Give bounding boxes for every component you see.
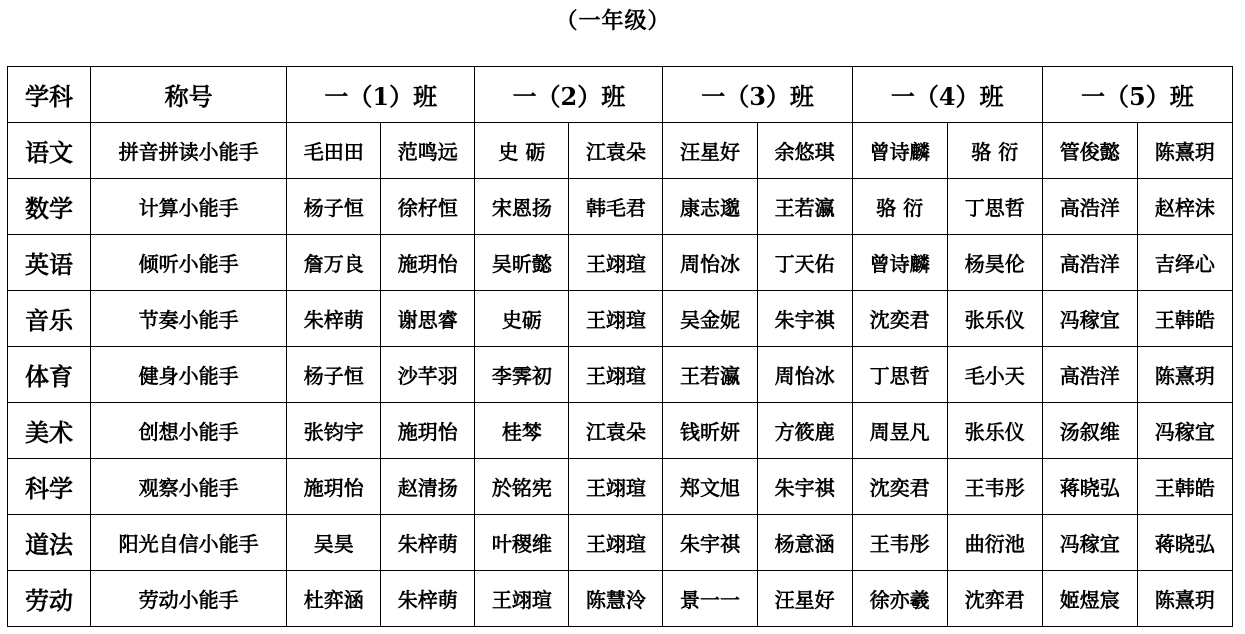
student-cell: 陈熹玥 — [1137, 571, 1232, 627]
class-header: 一（4）班 — [852, 67, 1042, 123]
page-title: （一年级） — [555, 8, 671, 34]
student-cell: 周怡冰 — [663, 235, 757, 291]
subject-cell: 美术 — [8, 403, 91, 459]
student-cell: 周昱凡 — [852, 403, 947, 459]
student-cell: 朱宇祺 — [757, 459, 852, 515]
student-cell: 王韦彤 — [947, 459, 1042, 515]
student-cell: 杨子恒 — [287, 179, 381, 235]
student-cell: 毛小天 — [947, 347, 1042, 403]
honor-cell: 计算小能手 — [91, 179, 287, 235]
student-cell: 曾诗麟 — [852, 123, 947, 179]
student-cell: 管俊懿 — [1042, 123, 1137, 179]
student-cell: 王韦彤 — [852, 515, 947, 571]
student-cell: 朱宇祺 — [757, 291, 852, 347]
student-cell: 陈慧泠 — [569, 571, 663, 627]
student-cell: 杨子恒 — [287, 347, 381, 403]
student-cell: 汪星好 — [757, 571, 852, 627]
student-cell: 施玥怡 — [381, 235, 475, 291]
student-cell: 周怡冰 — [757, 347, 852, 403]
student-cell: 杨意涵 — [757, 515, 852, 571]
student-cell: 范鸣远 — [381, 123, 475, 179]
class-header: 一（3）班 — [663, 67, 852, 123]
table-row — [8, 515, 1233, 571]
student-cell: 方筱鹿 — [757, 403, 852, 459]
student-cell: 陈熹玥 — [1137, 347, 1232, 403]
student-cell: 冯稼宜 — [1042, 291, 1137, 347]
student-cell: 郑文旭 — [663, 459, 757, 515]
student-cell: 高浩洋 — [1042, 347, 1137, 403]
student-cell: 丁思哲 — [947, 179, 1042, 235]
student-cell: 詹万良 — [287, 235, 381, 291]
class-header: 一（5）班 — [1042, 67, 1232, 123]
subject-cell: 道法 — [8, 515, 91, 571]
header-row — [8, 67, 1233, 123]
student-cell: 徐杍恒 — [381, 179, 475, 235]
honor-cell: 阳光自信小能手 — [91, 515, 287, 571]
student-cell: 王韩皓 — [1137, 459, 1232, 515]
student-cell: 高浩洋 — [1042, 235, 1137, 291]
student-cell: 汤叙维 — [1042, 403, 1137, 459]
student-cell: 宋恩扬 — [475, 179, 569, 235]
class-header: 一（2）班 — [475, 67, 663, 123]
table-row — [8, 291, 1233, 347]
student-cell: 朱梓萌 — [381, 571, 475, 627]
student-cell: 康志邈 — [663, 179, 757, 235]
student-cell: 丁思哲 — [852, 347, 947, 403]
student-cell: 王韩皓 — [1137, 291, 1232, 347]
student-cell: 吴金妮 — [663, 291, 757, 347]
class-header: 一（1）班 — [287, 67, 475, 123]
student-cell: 蒋晓弘 — [1042, 459, 1137, 515]
subject-cell: 语文 — [8, 123, 91, 179]
student-cell: 叶稷维 — [475, 515, 569, 571]
student-cell: 沈弈君 — [947, 571, 1042, 627]
table-row — [8, 347, 1233, 403]
student-cell: 张钧宇 — [287, 403, 381, 459]
student-cell: 毛田田 — [287, 123, 381, 179]
student-cell: 史 砺 — [475, 123, 569, 179]
student-cell: 吴昊 — [287, 515, 381, 571]
student-cell: 朱梓萌 — [287, 291, 381, 347]
student-cell: 蒋晓弘 — [1137, 515, 1232, 571]
student-cell: 陈熹玥 — [1137, 123, 1232, 179]
student-cell: 王翊瑄 — [569, 459, 663, 515]
subject-cell: 体育 — [8, 347, 91, 403]
subject-header: 学科 — [8, 67, 91, 123]
student-cell: 丁天佑 — [757, 235, 852, 291]
honor-header: 称号 — [91, 67, 287, 123]
student-cell: 杨昊伦 — [947, 235, 1042, 291]
student-cell: 桂棽 — [475, 403, 569, 459]
student-cell: 沈奕君 — [852, 291, 947, 347]
table-row — [8, 571, 1233, 627]
honor-cell: 拼音拼读小能手 — [91, 123, 287, 179]
student-cell: 赵梓沫 — [1137, 179, 1232, 235]
student-cell: 曾诗麟 — [852, 235, 947, 291]
honor-roster-table — [7, 66, 1233, 627]
student-cell: 姬煜宸 — [1042, 571, 1137, 627]
student-cell: 沙芊羽 — [381, 347, 475, 403]
honor-cell: 劳动小能手 — [91, 571, 287, 627]
student-cell: 钱昕妍 — [663, 403, 757, 459]
student-cell: 骆 衍 — [852, 179, 947, 235]
student-cell: 施玥怡 — [381, 403, 475, 459]
student-cell: 於铭宪 — [475, 459, 569, 515]
student-cell: 江袁朵 — [569, 403, 663, 459]
student-cell: 徐亦羲 — [852, 571, 947, 627]
student-cell: 韩毛君 — [569, 179, 663, 235]
student-cell: 王翊瑄 — [569, 291, 663, 347]
subject-cell: 数学 — [8, 179, 91, 235]
honor-cell: 健身小能手 — [91, 347, 287, 403]
table-row — [8, 123, 1233, 179]
student-cell: 朱宇祺 — [663, 515, 757, 571]
student-cell: 江袁朵 — [569, 123, 663, 179]
student-cell: 施玥怡 — [287, 459, 381, 515]
student-cell: 吉绎心 — [1137, 235, 1232, 291]
student-cell: 王若瀛 — [663, 347, 757, 403]
student-cell: 冯稼宜 — [1137, 403, 1232, 459]
student-cell: 李霁初 — [475, 347, 569, 403]
student-cell: 吴昕懿 — [475, 235, 569, 291]
student-cell: 余悠琪 — [757, 123, 852, 179]
table-row — [8, 179, 1233, 235]
subject-cell: 科学 — [8, 459, 91, 515]
subject-cell: 劳动 — [8, 571, 91, 627]
table-row — [8, 235, 1233, 291]
student-cell: 高浩洋 — [1042, 179, 1137, 235]
student-cell: 冯稼宜 — [1042, 515, 1137, 571]
table-row — [8, 403, 1233, 459]
student-cell: 曲衍池 — [947, 515, 1042, 571]
student-cell: 沈奕君 — [852, 459, 947, 515]
student-cell: 王翊瑄 — [569, 347, 663, 403]
honor-cell: 倾听小能手 — [91, 235, 287, 291]
student-cell: 王翊瑄 — [569, 235, 663, 291]
student-cell: 谢思睿 — [381, 291, 475, 347]
honor-cell: 节奏小能手 — [91, 291, 287, 347]
student-cell: 张乐仪 — [947, 291, 1042, 347]
subject-cell: 英语 — [8, 235, 91, 291]
student-cell: 汪星好 — [663, 123, 757, 179]
student-cell: 王翊瑄 — [475, 571, 569, 627]
honor-cell: 创想小能手 — [91, 403, 287, 459]
student-cell: 王翊瑄 — [569, 515, 663, 571]
student-cell: 杜弈涵 — [287, 571, 381, 627]
table-row — [8, 459, 1233, 515]
student-cell: 景一一 — [663, 571, 757, 627]
student-cell: 骆 衍 — [947, 123, 1042, 179]
student-cell: 王若瀛 — [757, 179, 852, 235]
student-cell: 朱梓萌 — [381, 515, 475, 571]
honor-cell: 观察小能手 — [91, 459, 287, 515]
subject-cell: 音乐 — [8, 291, 91, 347]
student-cell: 张乐仪 — [947, 403, 1042, 459]
student-cell: 史砺 — [475, 291, 569, 347]
student-cell: 赵清扬 — [381, 459, 475, 515]
